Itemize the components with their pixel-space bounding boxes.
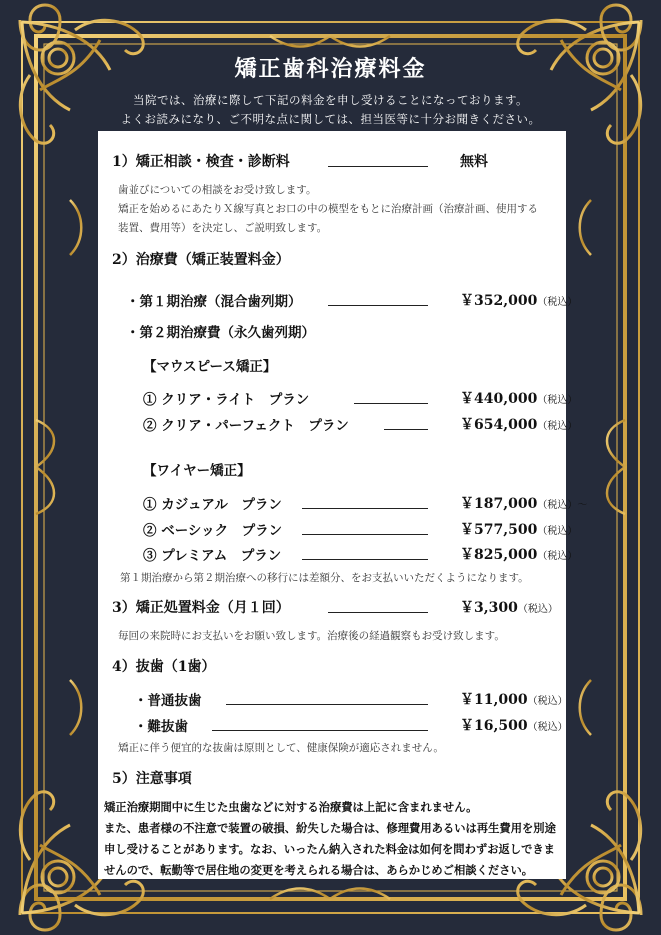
section1-heading: 1）矯正相談・検査・診断料 [112, 154, 290, 170]
mouthpiece-plan-1-price: ￥440,000（税込） [460, 391, 578, 407]
leader-line [354, 403, 428, 404]
mouthpiece-plan-2-price: ￥654,000（税込） [460, 417, 578, 433]
section3-price: ￥3,300（税込） [460, 600, 558, 616]
fee-panel [98, 131, 588, 879]
leader-line [302, 559, 428, 560]
leader-line [302, 534, 428, 535]
caution-line-4: せんので、転勤等で居住地の変更を考えられる場合は、あらかじめご相談ください。 [104, 863, 534, 877]
leader-line [226, 704, 428, 705]
wire-plan-2-price: ￥577,500（税込） [460, 522, 578, 538]
section2-note: 第１期治療から第２期治療への移行には差額分、をお支払いいただくようになります。 [120, 572, 529, 584]
wire-plan-1-price: ￥187,000（税込）～ [460, 496, 588, 512]
section3-note: 毎回の来院時にお支払いをお願い致します。治療後の経過観察もお受け致します。 [118, 630, 505, 642]
phase1-price: ￥352,000（税込） [460, 293, 578, 309]
section1-note-1: 歯並びについての相談をお受け致します。 [118, 184, 317, 196]
wire-plan-3-price: ￥825,000（税込） [460, 547, 578, 563]
leader-line [328, 305, 428, 306]
intro-line-1: 当院では、治療に際して下記の料金を申し受けることになっております。 [132, 93, 529, 107]
section2-heading: 2）治療費（矯正装置料金） [112, 252, 290, 268]
mouthpiece-heading: 【マウスピース矯正】 [143, 359, 277, 375]
wire-plan-2-label: ② ベーシック プラン [143, 523, 283, 539]
extraction-difficult-price: ￥16,500（税込） [460, 718, 568, 734]
wire-heading: 【ワイヤー矯正】 [143, 463, 251, 479]
intro-line-2: よくお読みになり、ご不明な点に関しては、担当医等に十分お聞きください。 [120, 112, 541, 126]
extraction-normal-label: ・普通抜歯 [134, 693, 202, 709]
section4-note: 矯正に伴う便宜的な抜歯は原則として、健康保険が適応されません。 [118, 742, 444, 754]
leader-line [302, 508, 428, 509]
caution-line-2: また、患者様の不注意で装置の破損、紛失した場合は、修理費用あるいは再生費用を別途 [104, 821, 556, 835]
caution-line-3: 申し受けることがあります。なお、いったん納入された料金は如何を問わずお返しできま [104, 842, 555, 856]
leader-line [212, 730, 428, 731]
extraction-normal-price: ￥11,000（税込） [460, 692, 568, 708]
wire-plan-3-label: ③ プレミアム プラン [143, 548, 282, 564]
leader-line [328, 166, 428, 167]
leader-line [328, 612, 428, 613]
mouthpiece-plan-1-label: ① クリア・ライト プラン [143, 392, 310, 408]
section4-heading: 4）抜歯（1歯） [112, 659, 216, 675]
section5-heading: 5）注意事項 [112, 771, 192, 787]
section1-note-3: 装置、費用等）を決定し、ご説明致します。 [118, 222, 328, 234]
page-title: 矯正歯科治療料金 [234, 56, 427, 82]
leader-line [384, 429, 428, 430]
extraction-difficult-label: ・難抜歯 [134, 719, 188, 735]
caution-line-1: 矯正治療期間中に生じた虫歯などに対する治療費は上記に含まれません。 [104, 800, 478, 814]
section1-price: 無料 [460, 154, 488, 170]
wire-plan-1-label: ① カジュアル プラン [143, 497, 282, 513]
phase1-label: ・第１期治療（混合歯列期） [126, 294, 302, 310]
section3-heading: 3）矯正処置料金（月１回） [112, 600, 290, 616]
phase2-label: ・第２期治療費（永久歯列期） [126, 325, 315, 341]
mouthpiece-plan-2-label: ② クリア・パーフェクト プラン [143, 418, 349, 434]
section1-note-2: 矯正を始めるにあたりＸ線写真とお口の中の模型をもとに治療計画（治療計画、使用する [118, 203, 538, 215]
